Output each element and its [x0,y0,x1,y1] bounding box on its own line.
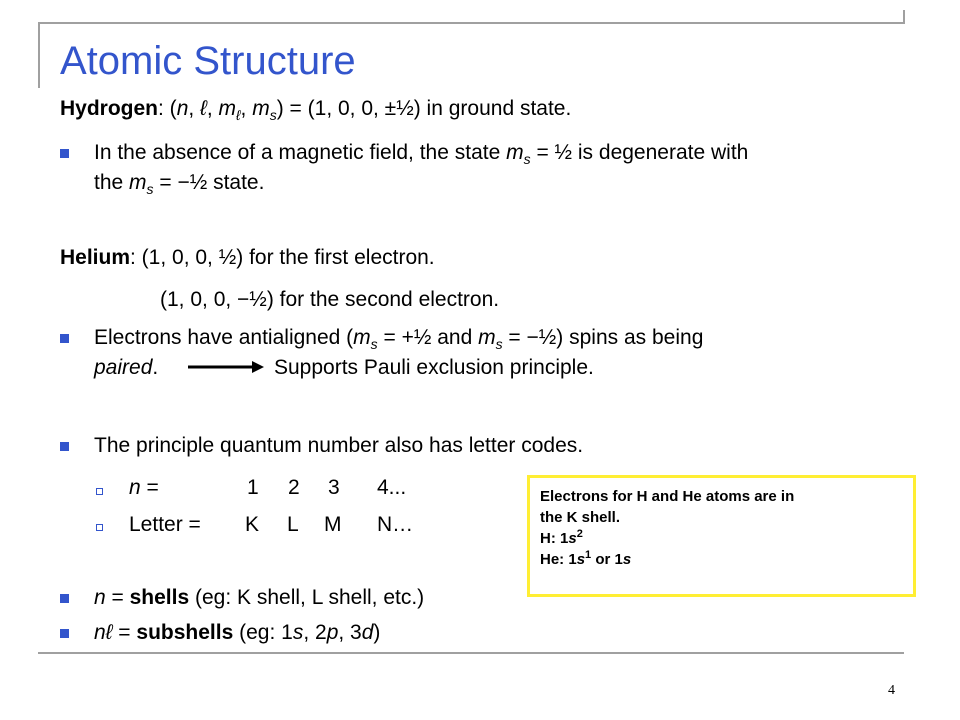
text: : (1, 0, 0, ½) for the first electron. [130,246,435,269]
bullet-icon [60,442,69,451]
var-m: m [252,97,270,120]
text: He: 1 [540,551,577,568]
text: Electrons have antialigned ( [94,326,354,349]
right-rule [903,10,905,24]
var-ell: ℓ [200,97,207,120]
helium-bullet-line1 [94,325,703,351]
hydrogen-bullet-line1 [94,140,748,166]
orbital-s: s [292,621,304,644]
bullet-icon [60,594,69,603]
text: , 2 [303,621,327,644]
text: , 3 [338,621,362,644]
orbital-s: s [622,551,632,568]
text: = [140,476,159,499]
text: , [206,97,219,120]
text: ) [373,621,381,644]
var-m: m [478,326,496,349]
right-arrow-icon [186,359,266,375]
quantum-intro: The principle quantum number also has letter codes. [94,434,584,457]
sub-s: s [370,336,378,353]
n-value: 3 [328,476,340,499]
exponent: 1 [585,549,592,561]
letter-value: N… [377,513,414,536]
text: or 1 [591,551,623,568]
bullet-icon [60,149,69,158]
page-number: 4 [888,683,895,698]
orbital-p: p [326,621,339,644]
sub-ell: ℓ [236,107,241,124]
n-value: 2 [288,476,300,499]
var-m: m [129,171,147,194]
hydrogen-heading [60,96,571,122]
helium-bullet-line2 [94,355,158,381]
hydrogen-label: Hydrogen [60,97,159,120]
bottom-rule [38,652,904,654]
var-n-ell: nℓ [94,621,113,644]
subshells-term: subshells [136,621,234,644]
orbital-d: d [361,621,374,644]
subshells-line [94,620,380,646]
text: the [94,171,130,194]
shells-term: shells [129,586,190,609]
top-rule [38,22,904,24]
text: = −½ state. [153,171,265,194]
var-m: m [506,141,524,164]
bullet-icon [60,629,69,638]
var-n: n [94,586,106,609]
helium-second: (1, 0, 0, −½) for the second electron. [160,288,500,311]
sub-s: s [495,336,503,353]
letter-value: L [287,513,299,536]
shells-line [94,585,424,611]
note-line: Electrons for H and He atoms are in [540,488,795,505]
note-line: the K shell. [540,509,621,526]
sub-s: s [523,151,531,168]
text: (eg: K shell, L shell, etc.) [189,586,425,609]
n-value: 1 [247,476,259,499]
slide-title: Atomic Structure [60,39,356,83]
bullet-icon [60,334,69,343]
text: = [105,586,130,609]
left-rule [38,22,40,88]
paired-word: paired [94,356,153,379]
text: H: 1 [540,530,569,547]
square-bullet-icon [96,488,103,495]
letter-value: M [324,513,342,536]
pauli-text: Supports Pauli exclusion principle. [274,356,594,379]
orbital-s: s [576,551,586,568]
orbital-s: s [568,530,577,547]
sub-s: s [269,107,277,124]
note-hydrogen-config [540,528,913,549]
square-bullet-icon [96,524,103,531]
text: = −½) spins as being [502,326,704,349]
var-m: m [218,97,237,120]
helium-label: Helium [60,246,131,269]
text: = ½ is degenerate with [530,141,749,164]
text: . [152,356,159,379]
var-n: n [129,476,141,499]
var-m: m [353,326,371,349]
var-n: n [176,97,189,120]
note-helium-config [540,549,913,570]
text: = +½ and [377,326,479,349]
text: (eg: 1 [233,621,293,644]
text: , [188,97,201,120]
helium-heading [60,245,435,271]
n-row-label [129,475,159,501]
letter-row-label: Letter = [129,513,201,536]
text: , [240,97,253,120]
text: In the absence of a magnetic field, the state [94,141,507,164]
text: : ( [158,97,177,120]
letter-value: K [245,513,260,536]
hydrogen-bullet-line2 [94,170,264,196]
k-shell-note-box [527,475,916,597]
text: ) = (1, 0, 0, ±½) in ground state. [276,97,572,120]
text: = [112,621,137,644]
sub-s: s [146,181,154,198]
n-value: 4... [377,476,407,499]
exponent: 2 [576,528,583,540]
